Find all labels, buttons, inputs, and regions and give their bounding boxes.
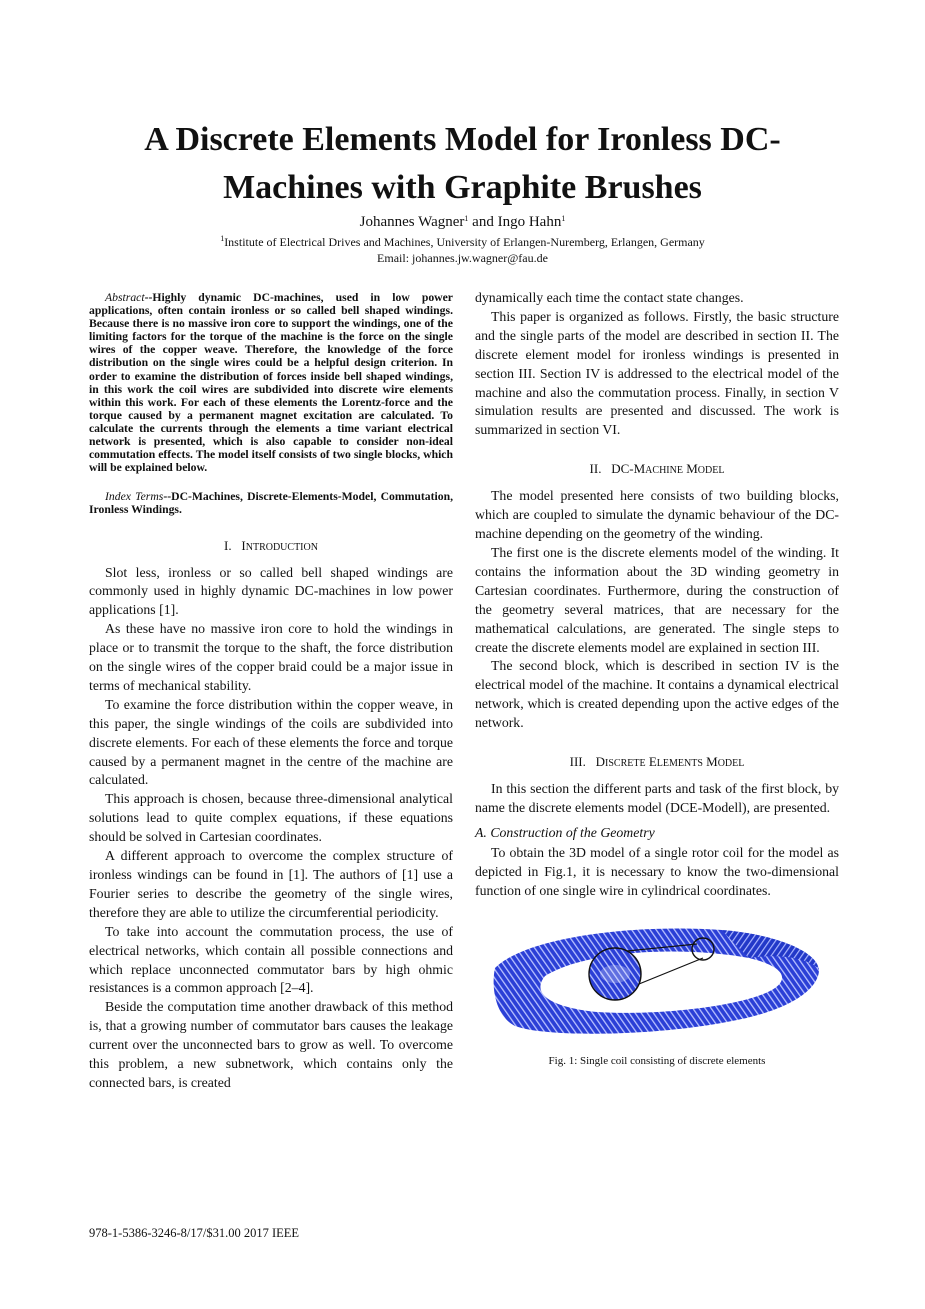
- author-sup: 1: [464, 214, 469, 223]
- title-line-2: Machines with Graphite Brushes: [223, 169, 702, 206]
- heading-initial: D: [595, 754, 606, 770]
- heading-initial: M: [706, 754, 718, 770]
- paragraph: In this section the different parts and task of the first block, by name the discrete elements model (DCE-Modell), are presented.: [475, 781, 839, 815]
- heading-smallcaps: NTRODUCTION: [245, 541, 318, 553]
- paragraph: Beside the computation time another drawback of this method is, that a growing number of commutator bars causes the leakage current over the unconnected bars to grow as well. To overcome this problem, a new subnetwork, which contains only the connected bars, is created: [89, 999, 453, 1090]
- left-column: [89, 291, 453, 1093]
- section-numeral: I.: [224, 537, 232, 553]
- paragraph: To obtain the 3D model of a single rotor coil for the model as depicted in Fig.1, it is necessary to know the two-dimensional function of one single wire in cylindrical coordinates.: [475, 844, 839, 898]
- paragraph-continuation: dynamically each time the contact state changes.: [475, 290, 744, 305]
- index-terms-text: --DC-Machines, Discrete-Elements-Model, Commutation, Ironless Windings.: [89, 490, 453, 517]
- section-heading-discrete-elements-model: [475, 753, 839, 773]
- coil-figure-icon: [487, 916, 827, 1044]
- abstract-label: Abstract: [105, 291, 145, 304]
- figure-1: [475, 916, 839, 1044]
- heading-smallcaps: ACHINE: [645, 465, 683, 477]
- heading-initial: E: [648, 754, 657, 770]
- paragraph: A different approach to overcome the complex structure of ironless windings can be found in [1]. The authors of [1] use a Fourier series to describe the geometry of the single wires, therefore they are able to utilize the circumferential periodicity.: [89, 848, 453, 920]
- heading-smallcaps: ODEL: [717, 758, 745, 770]
- affiliation-text: Institute of Electrical Drives and Machines, University of Erlangen-Nuremberg, Erlangen, Germany: [224, 235, 705, 249]
- detail-window: [600, 965, 630, 983]
- heading-smallcaps: ODEL: [697, 465, 725, 477]
- heading-smallcaps: ISCRETE: [605, 758, 646, 770]
- author-line: [60, 213, 865, 232]
- heading-initial: M: [686, 461, 698, 477]
- page-title: [60, 116, 865, 212]
- heading-plain: DC-: [611, 461, 634, 477]
- heading-initial: I: [241, 537, 246, 553]
- subsection-heading: A. Construction of the Geometry: [475, 824, 655, 840]
- paragraph: Slot less, ironless or so called bell shaped windings are commonly used in highly dynamic DC-machines in low power applications [1].: [89, 564, 453, 618]
- heading-smallcaps: LEMENTS: [656, 758, 703, 770]
- section-numeral: III.: [569, 754, 586, 770]
- paragraph: The first one is the discrete elements model of the winding. It contains the information about the 3D winding geometry in Cartesian coordinates. Furthermore, during the construction of the geometry several matrices, that are necessary for the mathematical calculations, are generated. The single steps to create the discrete elements model are explained in section III.: [475, 544, 839, 655]
- author-name: Johannes Wagner: [359, 214, 465, 230]
- paragraph: This paper is organized as follows. Firstly, the basic structure and the single parts of the model are described in section II. The discrete element model for ironless windings is presented in section III. Section IV is addressed to the electrical model of the machine and also the commutation process. Finally, in section V simulation results are presented and discussed. The work is summarized in section VI.: [475, 308, 839, 438]
- email: Email: johannes.jw.wagner@fau.de: [377, 251, 548, 265]
- section-numeral: II.: [589, 461, 602, 477]
- title-line-1: A Discrete Elements Model for Ironless DC-: [144, 121, 781, 158]
- index-terms: [89, 490, 453, 516]
- paragraph: This approach is chosen, because three-dimensional analytical solutions lead to quite complex equations, if these equations should be solved in Cartesian coordinates.: [89, 791, 453, 845]
- index-terms-label: Index Terms: [105, 490, 164, 504]
- paragraph: As these have no massive iron core to hold the windings in place or to transmit the torque to the shaft, the force distribution on the single wires of the copper braid could be a major issue in terms of mechanical stability.: [89, 621, 453, 693]
- paragraph: To examine the force distribution within the copper weave, in this paper, the single windings of the coils are subdivided into discrete elements. For each of these elements the force and torque caused by a permanent magnet in the centre of the machine are calculated.: [89, 696, 453, 788]
- section-heading-introduction: [89, 537, 453, 557]
- right-column: [475, 289, 839, 1068]
- abstract-text: --Highly dynamic DC-machines, used in low power applications, often contain ironless or so called bell shaped windings. Because there is no massive iron core to support the windings, one of the limiting factors for the torque of the machine is the force on the single wires of the copper weave. Therefore, the knowledge of the force distribution on the single wires could be a helpful design criterion. In order to examine the distribution of forces inside bell shaped windings, in this work the coil wires are subdivided into discrete wire elements within this work. For each of these elements the Lorentz-force and the torque caused by a permanent magnet excitation are calculated. To calculate the currents through the elements a time variant electrical network is presented, which is also capable to consider non-ideal commutation effects. The model itself consists of two single blocks, which will be explained below.: [89, 291, 453, 475]
- paragraph: The second block, which is described in section IV is the electrical model of the machine. It contains a dynamical electrical network, which is created depending upon the active edges of the network.: [475, 658, 839, 731]
- author-joiner: and: [468, 214, 498, 230]
- section-heading-dc-machine-model: [475, 460, 839, 480]
- paragraph: The model presented here consists of two building blocks, which are coupled to simulate the dynamic behaviour of the DC-machine depending on the geometry of the winding.: [475, 488, 839, 542]
- author-name: Ingo Hahn: [497, 214, 562, 230]
- paragraph: To take into account the commutation process, the use of electrical networks, which contain all possible connections and which replace unconnected commutator bars by high ohmic resistances is a common approach [2–4].: [89, 923, 453, 996]
- footer-isbn: 978-1-5386-3246-8/17/$31.00 2017 IEEE: [89, 1226, 300, 1240]
- affiliation: [60, 235, 865, 250]
- heading-initial: M: [633, 461, 646, 477]
- author-sup: 1: [561, 214, 566, 223]
- abstract: [89, 291, 453, 474]
- figure-caption: Fig. 1: Single coil consisting of discrete elements: [548, 1055, 766, 1068]
- affiliation-sup: 1: [220, 234, 225, 243]
